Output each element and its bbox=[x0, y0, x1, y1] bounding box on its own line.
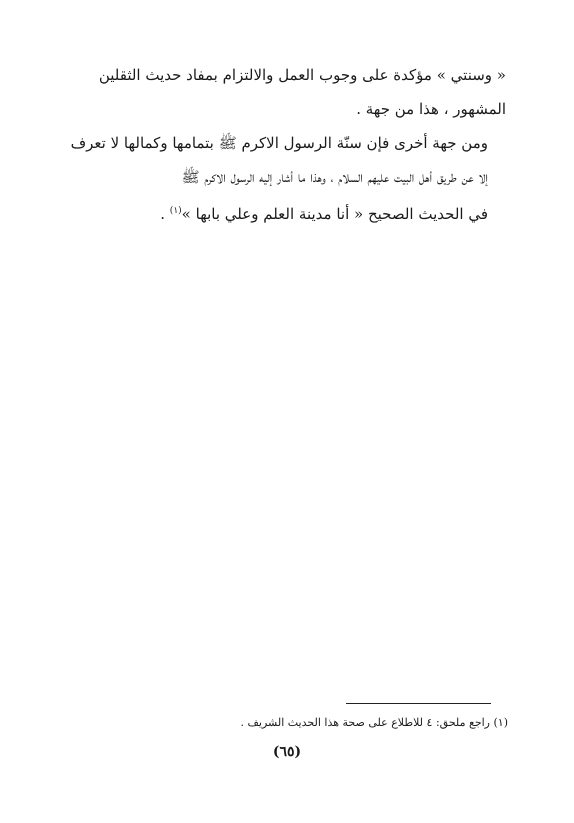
paragraph-2-line-1: ومن جهة أخرى فإن سنّة الرسول الاكرم ﷺ بتمامها وكمالها لا تعرف bbox=[70, 134, 488, 152]
footnote-divider bbox=[346, 703, 491, 704]
main-text bbox=[66, 58, 506, 231]
paragraph-2-line-3 bbox=[66, 194, 506, 231]
paragraph-1-line-2: المشهور ، هذا من جهة . bbox=[356, 100, 506, 118]
footnote-reference[interactable]: (١) bbox=[169, 206, 182, 216]
paragraph-1 bbox=[66, 58, 506, 126]
page-number: (٦٥) bbox=[272, 744, 302, 760]
footnote: (١) راجع ملحق: ٤ للاطلاع على صحة هذا الحديث الشريف . bbox=[240, 716, 508, 729]
paragraph-1-line-1: « وسنتي » مؤكدة على وجوب العمل والالتزام بمفاد حديث الثقلين bbox=[98, 66, 506, 84]
sentence-end: . bbox=[160, 205, 170, 223]
paragraph-2-line-2: إلا عن طريق أهل البيت عليهم السلام ، وهذا ما أشار إليه الرسول الاكرم ﷺ bbox=[181, 168, 488, 186]
paragraph-2 bbox=[66, 126, 506, 231]
hadith-quote: في الحديث الصحيح « أنا مدينة العلم وعلي بابها » bbox=[181, 205, 488, 223]
